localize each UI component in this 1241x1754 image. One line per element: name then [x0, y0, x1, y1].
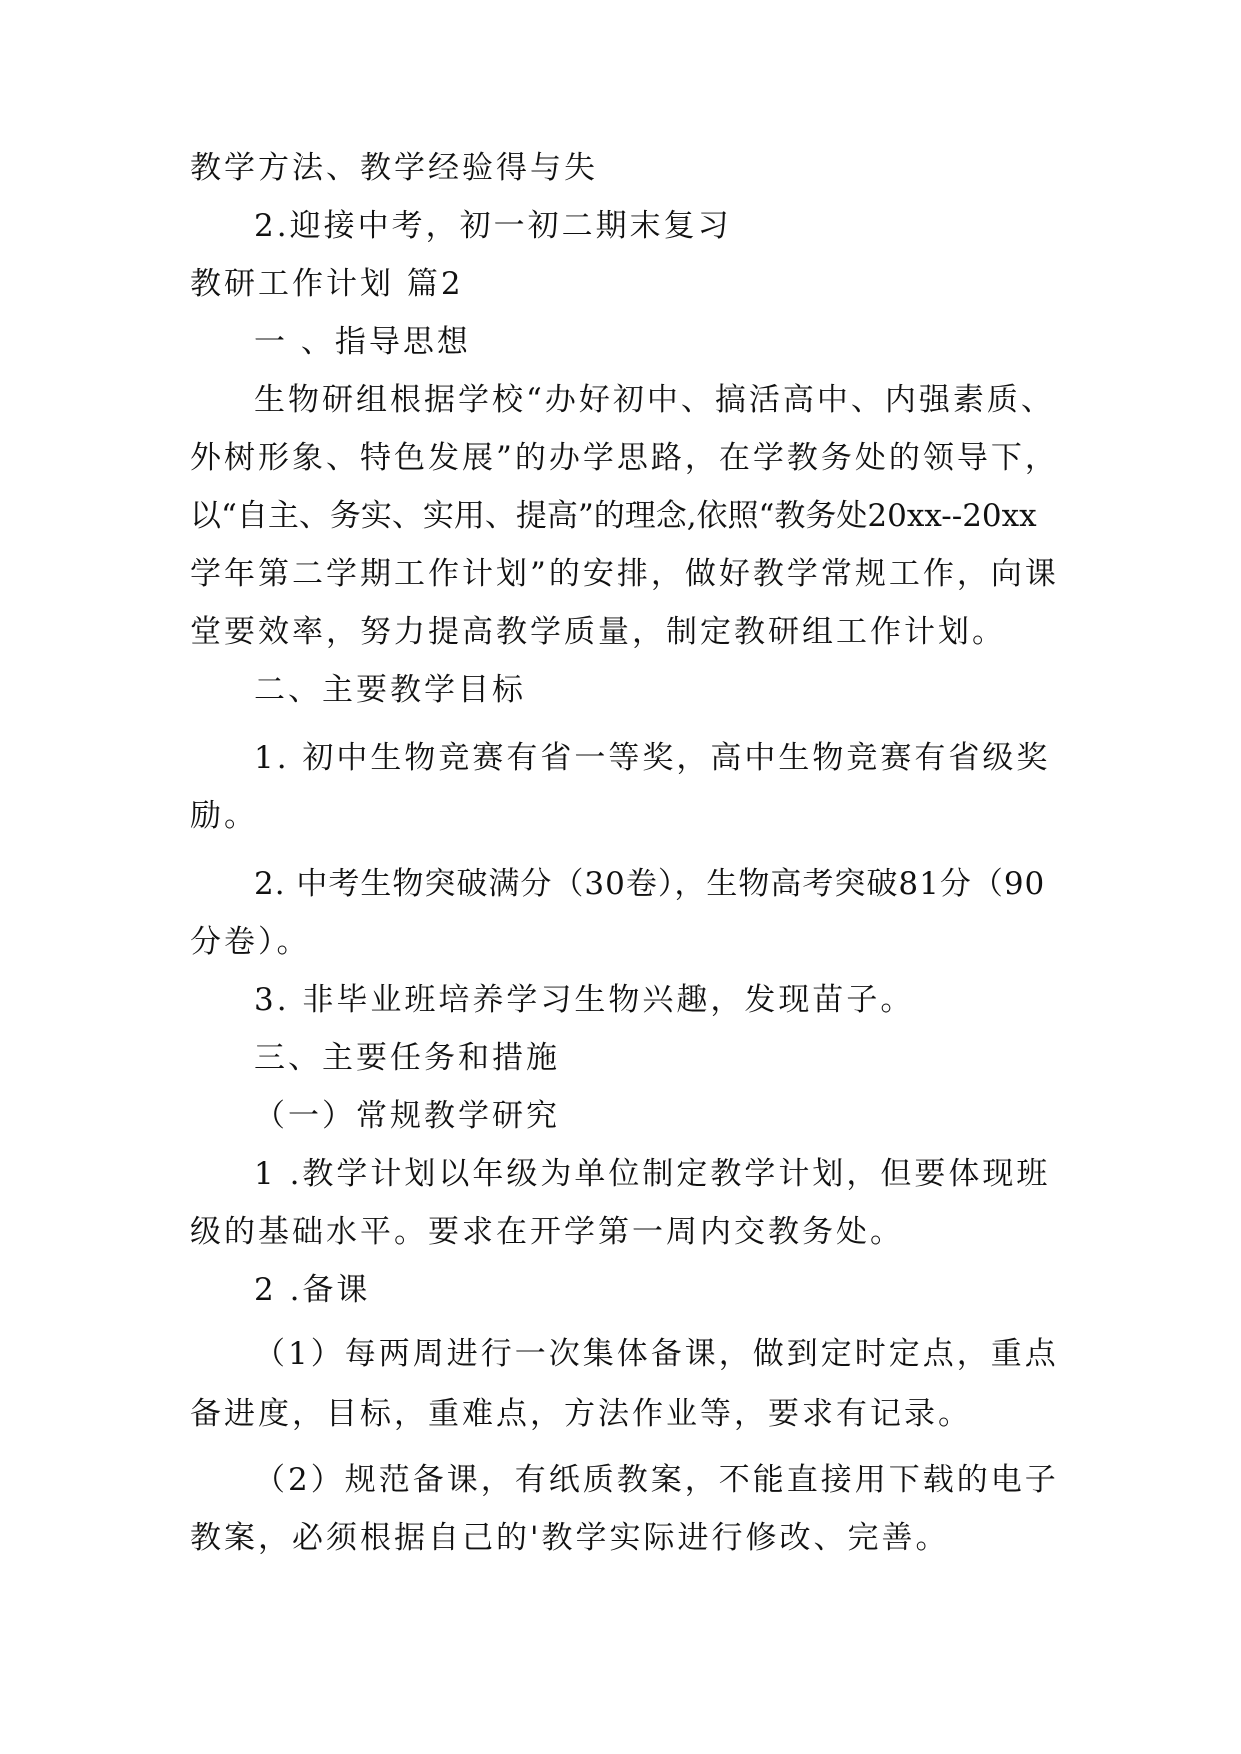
text-line-12: 励。	[190, 798, 258, 834]
text-line-20: 2 .备课	[254, 1272, 371, 1308]
section-title: 教研工作计划 篇2	[190, 266, 464, 302]
heading-guiding-ideology: 一 、指导思想	[254, 324, 471, 360]
text-line-8: 学年第二学期工作计划”的安排，做好教学常规工作，向课	[190, 556, 1059, 592]
text-line-15: 3. 非毕业班培养学习生物兴趣，发现苗子。	[254, 982, 915, 1018]
text-line-24: 教案，必须根据自己的'教学实际进行修改、完善。	[190, 1520, 950, 1556]
text-line-7: 以“自主、务实、实用、提高”的理念,依照“教务处20xx--20xx	[190, 498, 1037, 534]
text-line-21: （1）每两周进行一次集体备课，做到定时定点，重点	[254, 1336, 1059, 1372]
text-line-9: 堂要效率，努力提高教学质量，制定教研组工作计划。	[190, 614, 1006, 650]
text-line-19: 级的基础水平。要求在开学第一周内交教务处。	[190, 1214, 904, 1250]
heading-tasks-measures: 三、主要任务和措施	[254, 1040, 560, 1076]
text-line-11: 1. 初中生物竞赛有省一等奖，高中生物竞赛有省级奖	[254, 740, 1051, 776]
subheading-routine-research: （一）常规教学研究	[254, 1098, 560, 1134]
text-line-23: （2）规范备课，有纸质教案，不能直接用下载的电子	[254, 1462, 1059, 1498]
text-line-18: 1 .教学计划以年级为单位制定教学计划，但要体现班	[254, 1156, 1051, 1192]
heading-main-goals: 二、主要教学目标	[254, 672, 526, 708]
text-line-5: 生物研组根据学校“办好初中、搞活高中、内强素质、	[254, 382, 1055, 418]
text-line-14: 分卷）。	[190, 924, 311, 960]
text-line-2: 2.迎接中考，初一初二期末复习	[254, 208, 732, 244]
text-line-1: 教学方法、教学经验得与失	[190, 150, 598, 186]
text-line-13: 2. 中考生物突破满分（30卷），生物高考突破81分（90	[254, 866, 1046, 902]
text-line-22: 备进度，目标，重难点，方法作业等，要求有记录。	[190, 1396, 972, 1432]
text-line-6: 外树形象、特色发展”的办学思路，在学教务处的领导下，	[190, 440, 1059, 476]
